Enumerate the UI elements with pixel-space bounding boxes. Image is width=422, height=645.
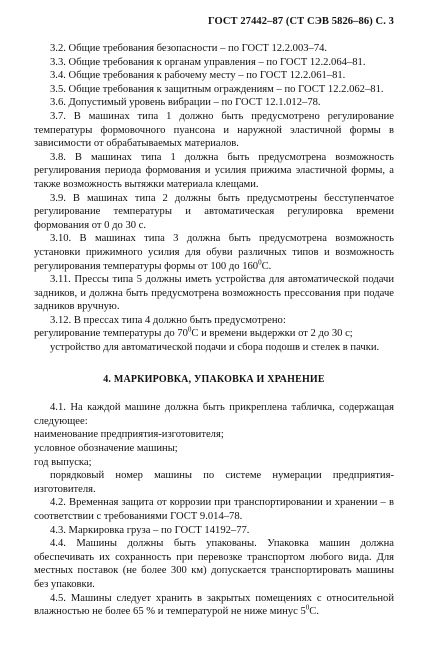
paragraph-4-1-item-manufacturer: наименование предприятия-изготовителя; (34, 429, 224, 441)
paragraph-3-12-item-device: устройство для автоматической подачи и сбора подошв и стелек в пачки. (50, 342, 380, 354)
paragraph-4-1-item-designation: условное обозначение машины; (34, 443, 178, 455)
document-body (34, 42, 394, 619)
paragraph-3-12-item-temperature (34, 327, 394, 341)
paragraph-3-11: 3.11. Прессы типа 5 должны иметь устройства для автоматической подачи задников, и должна быть предусмотрена возможность прессования при подаче задников вручную. (34, 274, 394, 313)
running-header: ГОСТ 27442–87 (СТ СЭВ 5826–86) С. 3 (207, 16, 394, 27)
paragraph-4-4: 4.4. Машины должны быть упакованы. Упаковка машин должна обеспечивать их сохранность при перевозке транспортом любого вида. Для местных поставок (не более 300 км) допускается транспортировать машины без упаковки. (34, 538, 394, 590)
paragraph-3-9: 3.9. В машинах типа 2 должны быть предусмотрены бесступенчатое регулирование температуры и автоматическая регулировка времени формования от 0 до 30 с. (34, 192, 394, 231)
paragraph-4-5-text: 4.5. Машины следует хранить в закрытых помещениях с относительной влажностью не более 65 % и температурой не ниже минус 5 (34, 592, 394, 618)
paragraph-3-3: 3.3. Общие требования к органам управления – по ГОСТ 12.2.064–81. (50, 56, 366, 68)
paragraph-3-2: 3.2. Общие требования безопасности – по ГОСТ 12.2.003–74. (50, 43, 328, 54)
paragraph-3-12: 3.12. В прессах типа 4 должно быть предусмотрено: (50, 314, 286, 326)
degree-mark: 0 (258, 257, 262, 266)
paragraph-3-4: 3.4. Общие требования к рабочему месту – по ГОСТ 12.2.061–81. (50, 70, 346, 82)
paragraph-4-2: 4.2. Временная защита от коррозии при транспортировании и хранении – в соответствии с требованиями ГОСТ 9.014–78. (34, 497, 394, 522)
paragraph-3-10-text: 3.10. В машинах типа 3 должна быть предусмотрена возможность установки прижимного усилия для обуви различных типов и возможность регулирования температуры формы от 100 до 160 (34, 233, 394, 272)
section-4-title: 4. МАРКИРОВКА, УПАКОВКА И ХРАНЕНИЕ (103, 373, 325, 385)
paragraph-3-10 (34, 232, 394, 273)
paragraph-4-1: 4.1. На каждой машине должна быть прикреплена табличка, содержащая следующее: (34, 402, 394, 427)
paragraph-4-1-item-year: год выпуска; (34, 456, 92, 468)
degree-mark: 0 (305, 603, 310, 612)
paragraph-4-5-unit: С. (309, 606, 319, 618)
paragraph-4-3: 4.3. Маркировка груза – по ГОСТ 14192–77. (50, 524, 250, 536)
paragraph-4-5 (34, 592, 394, 619)
paragraph-3-7: 3.7. В машинах типа 1 должно быть предусмотрено регулирование температуры формовочного пуансона и наружной эластичной формы в зависимости от обрабатываемых материалов. (34, 110, 394, 150)
paragraph-3-8: 3.8. В машинах типа 1 должна быть предусмотрена возможность регулирования периода формования и усилия прижима эластичной формы, а также возможность вытяжки материала клещами. (34, 151, 394, 190)
paragraph-3-5: 3.5. Общие требования к защитным ограждениям – по ГОСТ 12.2.062–81. (50, 83, 384, 95)
paragraph-3-12a-text: регулирование температуры до 70 (34, 328, 188, 340)
degree-mark: 0 (187, 325, 192, 334)
paragraph-3-12a-rest: С и времени выдержки от 2 до 30 с; (191, 328, 353, 340)
paragraph-3-6: 3.6. Допустимый уровень вибрации – по ГОСТ 12.1.012–78. (50, 97, 321, 109)
paragraph-4-1-item-serial: порядковый номер машины по системе нумерации предприятия-изготовителя. (34, 470, 394, 495)
paragraph-3-10-unit: С. (261, 260, 272, 272)
